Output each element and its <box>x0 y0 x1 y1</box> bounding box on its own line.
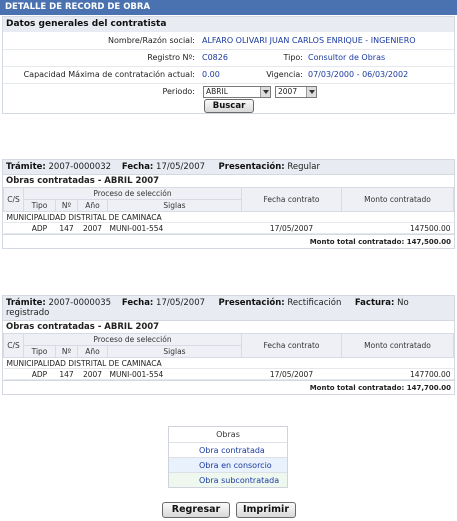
col-proceso: Proceso de selección <box>24 334 242 346</box>
cell-monto: 147500.00 <box>342 223 454 234</box>
nombre-value: ALFARO OLIVARI JUAN CARLOS ENRIQUE - INGENIERO <box>202 36 416 45</box>
imprimir-button[interactable]: Imprimir <box>236 502 296 518</box>
col-anio: Año <box>78 346 108 358</box>
page-title: DETALLE DE RECORD DE OBRA <box>5 2 151 12</box>
factura-label: Factura: <box>354 298 395 308</box>
cell-siglas: MUNI-001-554 <box>108 369 242 380</box>
col-siglas: Siglas <box>108 200 242 212</box>
col-monto: Monto contratado <box>342 188 454 212</box>
registro-label: Registro Nº: <box>147 53 195 62</box>
total-label: Monto total contratado: <box>309 238 405 246</box>
presentacion-value: Regular <box>287 162 320 172</box>
obras-table <box>3 333 454 380</box>
regresar-button[interactable]: Regresar <box>162 502 230 518</box>
general-data-title: Datos generales del contratista <box>3 17 454 32</box>
periodo-label: Periodo: <box>162 87 195 96</box>
col-siglas: Siglas <box>108 346 242 358</box>
col-cs: C/S <box>4 334 24 358</box>
fecha-value: 17/05/2007 <box>156 298 206 308</box>
month-select[interactable] <box>203 86 271 98</box>
col-fecha: Fecha contrato <box>242 334 342 358</box>
cell-monto: 147700.00 <box>342 369 454 380</box>
presentacion-value: Rectificación <box>287 298 342 308</box>
fecha-label: Fecha: <box>121 298 154 308</box>
tramite-header <box>3 296 454 320</box>
divider <box>3 66 454 67</box>
registro-value: C0826 <box>202 53 228 62</box>
cell-fecha: 17/05/2007 <box>242 369 342 380</box>
tramite-header <box>3 160 454 174</box>
cell-num: 147 <box>56 223 78 234</box>
col-proceso: Proceso de selección <box>24 188 242 200</box>
nombre-label: Nombre/Razón social: <box>108 36 195 45</box>
tramite-value: 2007-0000032 <box>48 162 112 172</box>
obras-title: Obras contratadas - ABRIL 2007 <box>3 320 454 333</box>
fecha-label: Fecha: <box>121 162 154 172</box>
table-row <box>4 223 454 234</box>
general-data-panel <box>2 16 455 114</box>
cell-fecha: 17/05/2007 <box>242 223 342 234</box>
tipo-label: Tipo: <box>283 53 303 62</box>
chevron-down-icon[interactable] <box>306 87 316 97</box>
tramite-value: 2007-0000035 <box>48 298 112 308</box>
tramite-panel-2 <box>2 295 455 395</box>
cell-anio: 2007 <box>78 369 108 380</box>
legend-title: Obras <box>169 427 287 442</box>
cell-siglas: MUNI-001-554 <box>108 223 242 234</box>
legend-item-subcontratada: Obra subcontratada <box>169 472 287 487</box>
buscar-button[interactable]: Buscar <box>204 99 254 113</box>
col-fecha: Fecha contrato <box>242 188 342 212</box>
capacidad-value: 0.00 <box>202 70 220 79</box>
col-num: Nº <box>56 346 78 358</box>
legend-item-consorcio: Obra en consorcio <box>169 457 287 472</box>
cell-num: 147 <box>56 369 78 380</box>
obras-title: Obras contratadas - ABRIL 2007 <box>3 174 454 187</box>
col-anio: Año <box>78 200 108 212</box>
tramite-label: Trámite: <box>6 162 46 172</box>
col-monto: Monto contratado <box>342 334 454 358</box>
col-cs: C/S <box>4 188 24 212</box>
presentacion-label: Presentación: <box>218 162 285 172</box>
entity-row: MUNICIPALIDAD DISTRITAL DE CAMINACA <box>4 358 454 369</box>
col-num: Nº <box>56 200 78 212</box>
page-header <box>0 0 457 15</box>
col-tipo: Tipo <box>24 346 56 358</box>
tramite-label: Trámite: <box>6 298 46 308</box>
cell-tipo: ADP <box>24 369 56 380</box>
cell-tipo: ADP <box>24 223 56 234</box>
presentacion-label: Presentación: <box>218 298 285 308</box>
entity-row: MUNICIPALIDAD DISTRITAL DE CAMINACA <box>4 212 454 223</box>
factura-value: No registrado <box>6 298 409 318</box>
tipo-value: Consultor de Obras <box>308 53 386 62</box>
obras-table <box>3 187 454 234</box>
cell-cs <box>4 369 24 380</box>
total-row <box>3 380 454 394</box>
col-tipo: Tipo <box>24 200 56 212</box>
total-value: 147,500.00 <box>406 238 451 246</box>
divider <box>3 49 454 50</box>
cell-cs <box>4 223 24 234</box>
fecha-value: 17/05/2007 <box>156 162 206 172</box>
tramite-panel-1 <box>2 159 455 249</box>
total-row <box>3 234 454 248</box>
total-label: Monto total contratado: <box>309 384 405 392</box>
chevron-down-icon[interactable] <box>260 87 270 97</box>
month-select-value: ABRIL <box>206 87 228 96</box>
year-select-value: 2007 <box>278 87 298 96</box>
obras-legend <box>168 426 288 488</box>
total-value: 147,700.00 <box>406 384 451 392</box>
vigencia-label: Vigencia: <box>266 70 303 79</box>
table-row <box>4 369 454 380</box>
year-select[interactable] <box>275 86 317 98</box>
capacidad-label: Capacidad Máxima de contratación actual: <box>23 70 195 79</box>
vigencia-value: 07/03/2000 - 06/03/2002 <box>308 70 409 79</box>
divider <box>3 83 454 84</box>
cell-anio: 2007 <box>78 223 108 234</box>
legend-item-contratada: Obra contratada <box>169 442 287 457</box>
